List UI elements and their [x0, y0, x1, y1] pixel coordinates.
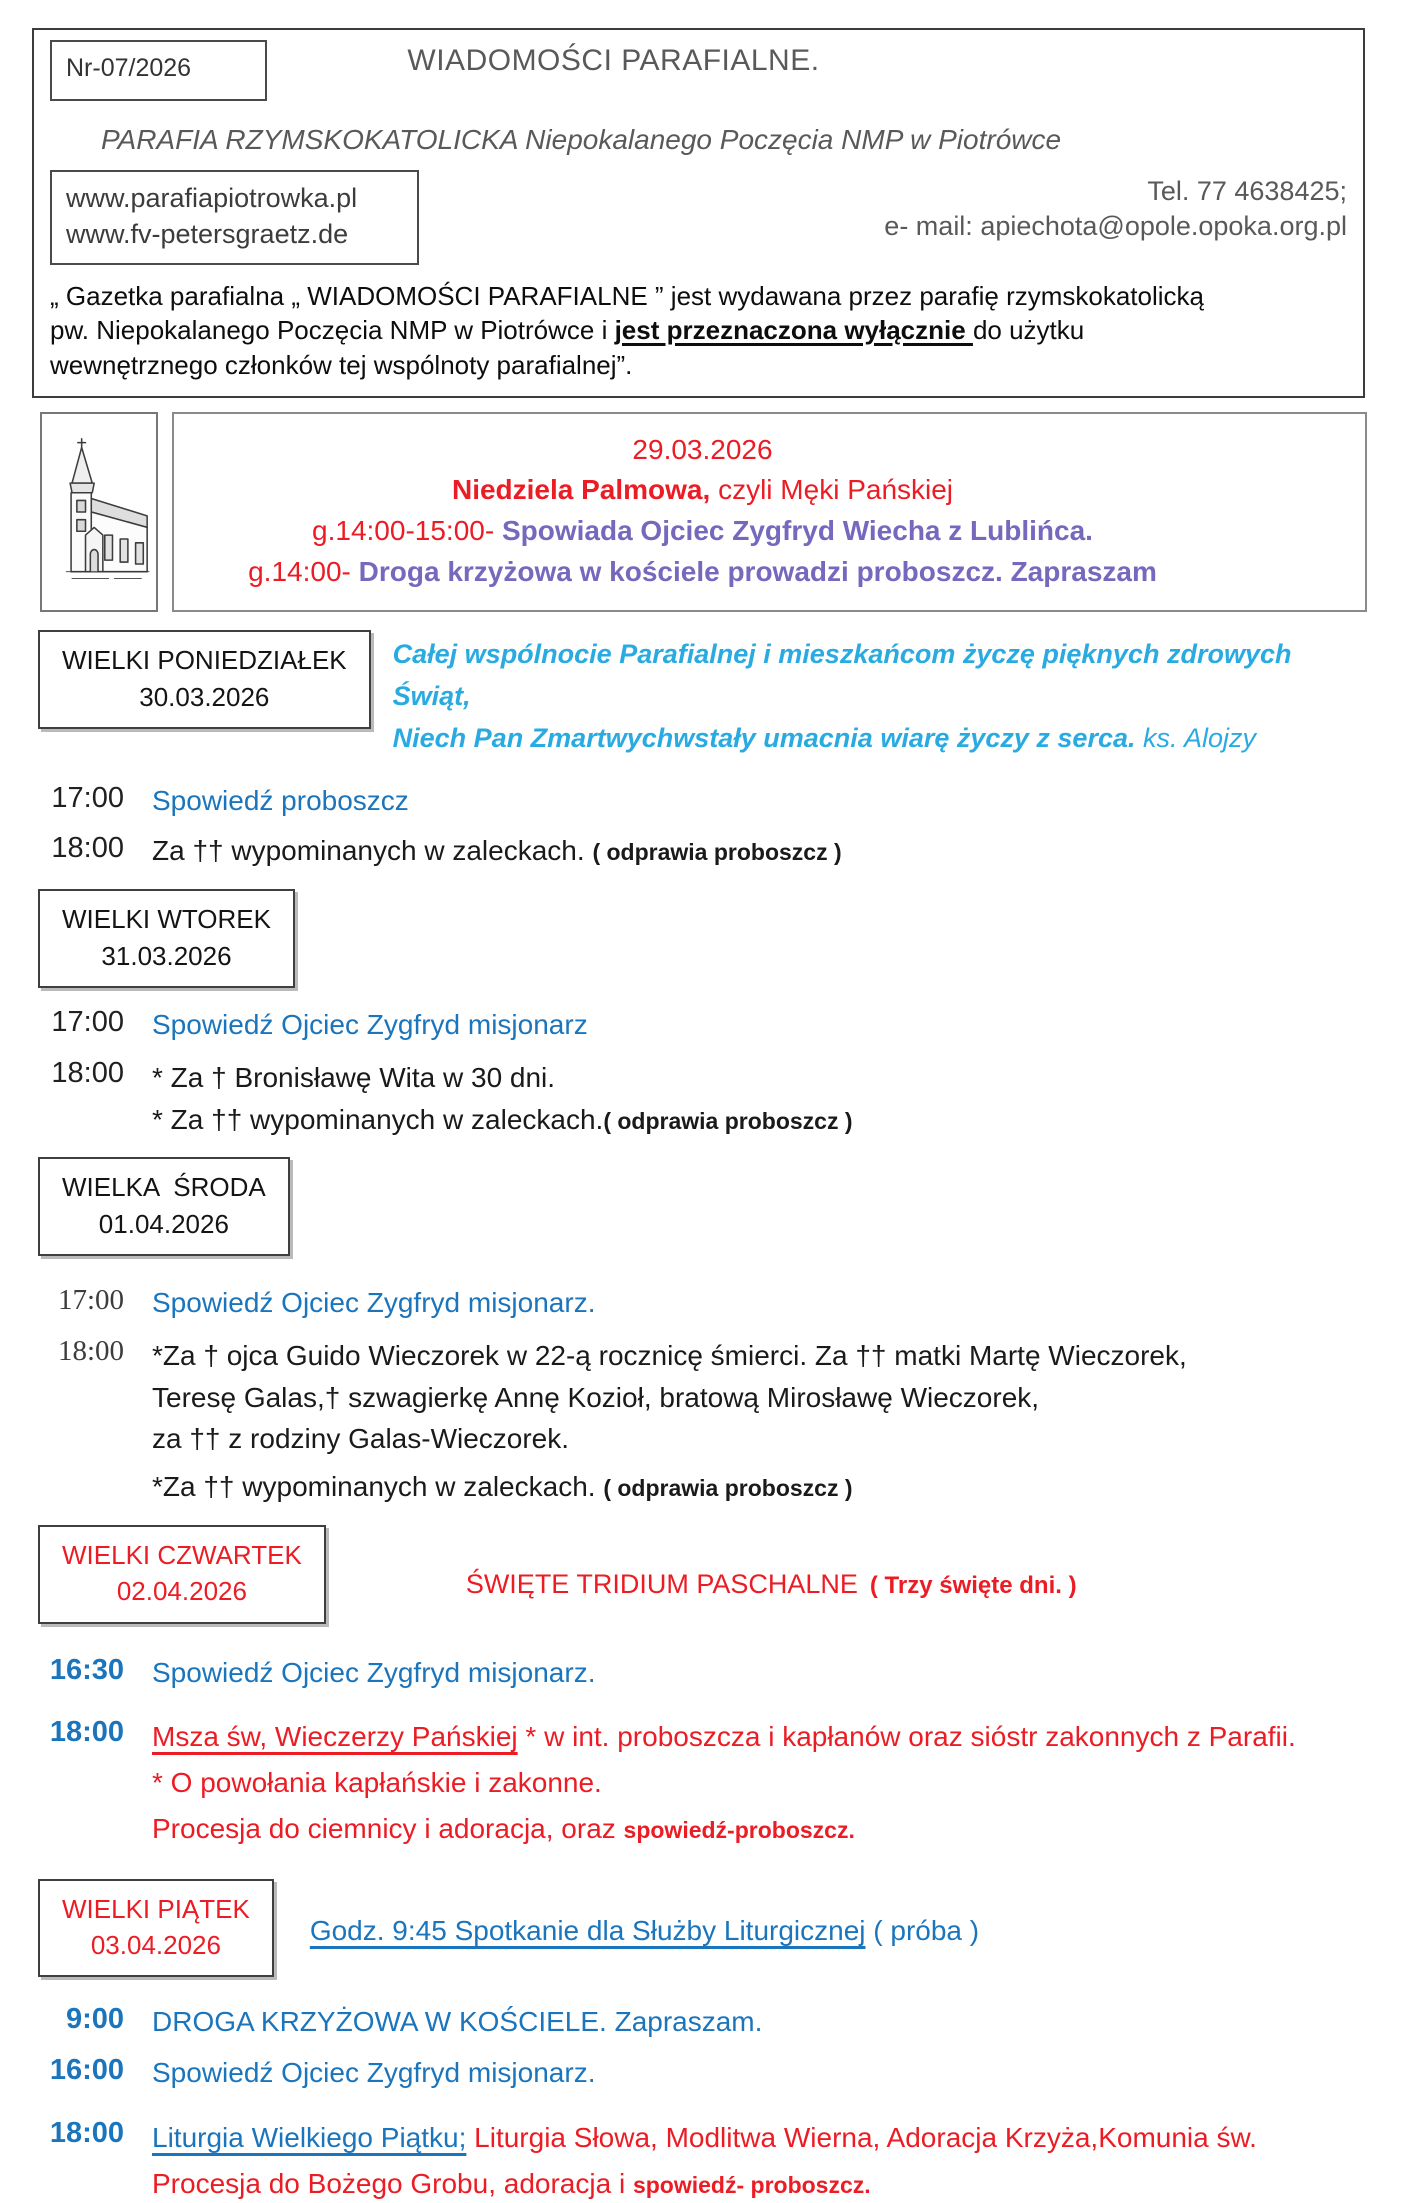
mass-intention	[152, 830, 842, 871]
disclaimer-line-3: wewnętrznego członków tej wspólnoty parafialnej”.	[50, 349, 633, 380]
confession-note: spowiedź- proboszcz.	[632, 2171, 871, 2198]
tuesday-day-box	[38, 889, 295, 988]
monday-day-name: WIELKI PONIEDZIAŁEK	[62, 645, 347, 676]
palm-sunday-row	[40, 412, 1367, 612]
mass-intention: Spowiedź proboszcz	[152, 784, 409, 816]
intention-line	[152, 1467, 1187, 1507]
schedule-row	[38, 780, 1367, 821]
intention-line	[152, 2164, 1257, 2203]
schedule-row	[38, 1333, 1367, 1507]
liturgical-service-meeting	[310, 1879, 979, 1947]
wishes-line-2	[393, 718, 1367, 760]
mass-time: 17:00	[57, 1284, 124, 1317]
palm-sunday-line-2	[190, 552, 1215, 593]
palm-sunday-date: 29.03.2026	[632, 433, 773, 465]
intention-text: Procesja do Bożego Grobu, adoracja i	[152, 2167, 633, 2199]
tuesday-date: 31.03.2026	[101, 940, 232, 971]
disclaimer-line-2-pre: pw. Niepokalanego Poczęcia NMP w Piotrówce i	[50, 315, 615, 346]
meeting-text-underlined: Godz. 9:45 Spotkanie dla Służby Liturgicznej	[309, 1914, 866, 1946]
church-image-box	[40, 412, 158, 612]
mass-time: 18:00	[51, 832, 124, 865]
schedule-row	[38, 2001, 1367, 2042]
website-link-1[interactable]: www.parafiapiotrowka.pl	[66, 183, 358, 213]
intention-line	[152, 1809, 1296, 1849]
mass-intention	[152, 1055, 853, 1140]
tuesday-header-row	[38, 889, 1367, 988]
celebrant-note: ( odprawia proboszcz )	[603, 1475, 853, 1502]
mass-intention: Spowiedź Ojciec Zygfryd misjonarz.	[152, 1287, 596, 1319]
thursday-schedule	[38, 1652, 1367, 1849]
friday-header-row	[38, 1879, 1367, 1978]
celebrant-note: ( odprawia proboszcz )	[592, 839, 842, 866]
wednesday-schedule	[38, 1282, 1367, 1507]
wishes-line-1: Całej wspólnocie Parafialnej i mieszkańcom życzę pięknych zdrowych Świąt,	[392, 639, 1292, 712]
contact-row	[50, 170, 1347, 265]
mass-intention	[152, 1714, 1296, 1848]
church-sketch-icon	[47, 432, 151, 592]
meeting-text-rest: ( próba )	[865, 1914, 980, 1946]
parish-name: PARAFIA RZYMSKOKATOLICKA Niepokalanego Poczęcia NMP w Piotrówce	[100, 124, 1062, 155]
monday-date: 30.03.2026	[139, 681, 270, 712]
websites-box	[50, 170, 419, 265]
friday-day-box	[38, 1879, 274, 1978]
mass-intention: Spowiedź Ojciec Zygfryd misjonarz	[152, 1009, 588, 1040]
intention-text: Za †† wypominanych w zaleckach.	[152, 835, 593, 867]
intention-line	[152, 1717, 1296, 1757]
schedule-row	[38, 2052, 1367, 2093]
friday-date: 03.04.2026	[90, 1929, 221, 1960]
triduum-banner	[466, 1525, 1077, 1600]
mass-intention	[152, 1333, 1187, 1507]
disclaimer-line-1: „ Gazetka parafialna „ WIADOMOŚCI PARAFIALNE ” jest wydawana przez parafię rzymskokatolicką	[50, 280, 1205, 311]
intention-line	[152, 2118, 1257, 2158]
triduum-title: ŚWIĘTE TRIDIUM PASCHALNE	[465, 1568, 858, 1599]
thursday-date: 02.04.2026	[116, 1576, 247, 1607]
mass-intention: Spowiedź Ojciec Zygfryd misjonarz.	[152, 2057, 596, 2089]
palm-sunday-title-bold: Niedziela Palmowa,	[451, 474, 711, 506]
wednesday-header-row	[38, 1157, 1367, 1256]
intention-text: *Za †† wypominanych w zaleckach.	[152, 1471, 604, 1503]
schedule-row	[38, 1004, 1367, 1045]
monday-day-box	[38, 630, 371, 729]
disclaimer-line-2	[50, 313, 1347, 347]
wednesday-date: 01.04.2026	[98, 1208, 229, 1239]
mass-intention: DROGA KRZYŻOWA W KOŚCIELE. Zapraszam.	[152, 2006, 763, 2038]
tuesday-schedule	[38, 1004, 1367, 1139]
confession-note: spowiedź-proboszcz.	[623, 1816, 855, 1843]
mass-intention	[152, 2115, 1257, 2203]
header-row	[50, 40, 1347, 108]
schedule-row	[38, 1714, 1367, 1848]
friday-schedule	[38, 2001, 1367, 2203]
phone-number: Tel. 77 4638425;	[1147, 176, 1347, 206]
header-box	[32, 28, 1365, 398]
intention-line: Teresę Galas,† szwagierkę Annę Kozioł, bratową Mirosławę Wieczorek,	[152, 1381, 1040, 1413]
mass-time: 17:00	[51, 781, 124, 814]
intention-line: * Za † Bronisławę Wita w 30 dni.	[152, 1061, 556, 1093]
intention-line: * O powołania kapłańskie i zakonne.	[152, 1767, 602, 1799]
liturgy-title-underlined: Liturgia Wielkiego Piątku;	[152, 2121, 467, 2153]
monday-header-row	[38, 630, 1367, 760]
thursday-day-name: WIELKI CZWARTEK	[62, 1539, 302, 1570]
monday-schedule	[38, 780, 1367, 872]
mass-time: 18:00	[51, 1056, 124, 1089]
schedule-row	[38, 1282, 1367, 1323]
wishes-line-2-text: Niech Pan Zmartwychwstały umacnia wiarę życzy z serca.	[392, 722, 1136, 753]
wednesday-day-box	[38, 1157, 290, 1256]
palm-line-1-text: Spowiada Ojciec Zygfryd Wiecha z Lublińca.	[494, 515, 1093, 546]
palm-line-1-time: g.14:00-15:00-	[312, 515, 495, 546]
mass-time: 16:30	[49, 1653, 124, 1686]
intention-text: Liturgia Słowa, Modlitwa Wierna, Adoracja Krzyża,Komunia św.	[466, 2121, 1257, 2153]
mass-intention: Spowiedź Ojciec Zygfryd misjonarz.	[152, 1656, 596, 1688]
friday-day-name: WIELKI PIĄTEK	[62, 1893, 250, 1924]
disclaimer-text	[50, 279, 1347, 382]
issue-number: Nr-07/2026	[66, 54, 192, 82]
palm-sunday-title	[190, 470, 1215, 511]
intention-line: za †† z rodziny Galas-Wieczorek.	[152, 1423, 570, 1455]
easter-wishes	[393, 630, 1367, 760]
mass-time: 17:00	[51, 1006, 124, 1038]
wednesday-day-name: WIELKA ŚRODA	[62, 1172, 266, 1203]
intention-line: *Za † ojca Guido Wieczorek w 22-ą rocznicę śmierci. Za †† matki Martę Wieczorek,	[152, 1339, 1187, 1371]
schedule-row	[38, 1055, 1367, 1140]
schedule-row	[38, 1652, 1367, 1693]
palm-sunday-box	[172, 412, 1367, 612]
wishes-signature: ks. Alojzy	[1135, 722, 1257, 753]
email-address[interactable]: e- mail: apiechota@opole.opoka.org.pl	[884, 211, 1347, 242]
palm-sunday-line-1	[190, 511, 1215, 552]
disclaimer-line-2-post: do użytku	[972, 315, 1085, 346]
intention-line	[152, 1100, 853, 1140]
thursday-day-box	[38, 1525, 326, 1624]
intention-text: * w int. proboszcza i kapłanów oraz sióstr zakonnych z Parafii.	[517, 1721, 1296, 1753]
mass-title-underlined: Msza św, Wieczerzy Pańskiej	[152, 1721, 518, 1753]
triduum-note: ( Trzy święte dni. )	[869, 1571, 1077, 1599]
mass-time: 18:00	[49, 1716, 124, 1749]
celebrant-note: ( odprawia proboszcz )	[603, 1107, 853, 1134]
palm-line-2-text: Droga krzyżowa w kościele prowadzi proboszcz. Zapraszam	[350, 555, 1157, 587]
disclaimer-emphasis: jest przeznaczona wyłącznie	[614, 315, 973, 346]
contact-info	[884, 170, 1347, 244]
page-title: WIADOMOŚCI PARAFIALNE.	[407, 44, 820, 77]
mass-time: 18:00	[57, 1334, 124, 1367]
schedule-row	[38, 830, 1367, 871]
palm-line-2-time: g.14:00-	[248, 555, 351, 587]
website-link-2[interactable]: www.fv-petersgraetz.de	[66, 219, 349, 250]
mass-time: 18:00	[49, 2116, 124, 2149]
thursday-header-row	[38, 1525, 1367, 1624]
mass-time: 16:00	[49, 2054, 124, 2087]
schedule-row	[38, 2115, 1367, 2203]
tuesday-day-name: WIELKI WTOREK	[62, 904, 271, 935]
mass-time: 9:00	[65, 2003, 124, 2036]
intention-text: Procesja do ciemnicy i adoracja, oraz	[152, 1812, 624, 1844]
palm-sunday-title-rest: czyli Męki Pańskiej	[710, 474, 954, 506]
intention-text: * Za †† wypominanych w zaleckach.	[152, 1103, 604, 1135]
newsletter-page	[0, 28, 1403, 2199]
